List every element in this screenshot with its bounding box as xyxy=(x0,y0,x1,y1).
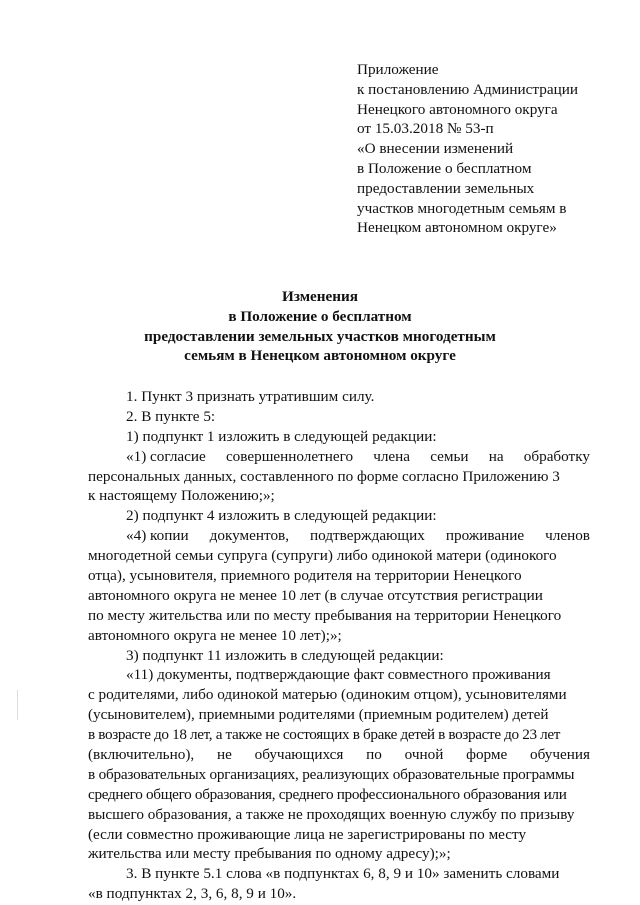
appendix-block xyxy=(357,60,627,238)
word: обучающихся xyxy=(254,746,344,764)
title-line: предоставлении земельных участков многодетным xyxy=(144,327,496,345)
word: по xyxy=(366,746,382,764)
appendix-line: от 15.03.2018 № 53-п xyxy=(357,120,494,138)
subitem-2-text-line xyxy=(88,526,590,546)
word: (включительно), xyxy=(88,746,195,764)
appendix-line: «О внесении изменений xyxy=(357,140,514,158)
word: документов, xyxy=(209,527,290,545)
subitem-3-text-line xyxy=(88,745,590,765)
subitem-2-text-line: автономного округа не менее 10 лет);»; xyxy=(88,626,342,644)
item-3-continuation: «в подпунктах 2, 3, 6, 8, 9 и 10». xyxy=(88,885,297,903)
appendix-line: к постановлению Администрации xyxy=(357,80,578,98)
word: совершеннолетнего xyxy=(225,447,354,465)
subitem-3-heading: 3) подпункт 11 изложить в следующей редакции: xyxy=(126,646,444,664)
document-title xyxy=(70,287,570,366)
word: членов xyxy=(545,527,590,545)
subitem-3-text-line: высшего образования, а также не проходящих военную службу по призыву xyxy=(88,805,575,823)
item-3: 3. В пункте 5.1 слова «в подпунктах 6, 8, 9 и 10» заменить словами xyxy=(126,865,560,883)
subitem-3-text-line: в возрасте до 18 лет, а также не состоящих в браке детей в возрасте до 23 лет xyxy=(88,726,561,744)
subitem-2-text-line: по месту жительства или по месту пребывания на территории Ненецкого xyxy=(88,606,562,624)
subitem-2-text-line: отца), усыновителя, приемного родителя на территории Ненецкого xyxy=(88,567,522,585)
subitem-3-text-line: «11) документы, подтверждающие факт совместного проживания xyxy=(126,666,551,684)
subitem-3-text-line: (если совместно проживающие лица не зарегистрированы по месту xyxy=(88,825,527,843)
title-line: Изменения xyxy=(282,288,358,305)
subitem-3-text-line: среднего общего образования, среднего профессионального образования или xyxy=(88,785,567,803)
word: на xyxy=(488,447,504,465)
word: очной xyxy=(404,746,444,764)
subitem-2-heading: 2) подпункт 4 изложить в следующей редакции: xyxy=(126,507,437,525)
word: форме xyxy=(466,746,508,764)
appendix-line: предоставлении земельных xyxy=(357,179,535,197)
word: семьи xyxy=(430,447,469,465)
word: обучения xyxy=(530,746,590,764)
word: «1) согласие xyxy=(126,447,206,465)
item-1: 1. Пункт 3 признать утратившим силу. xyxy=(126,388,375,405)
title-line: в Положение о бесплатном xyxy=(228,307,412,325)
subitem-2-text-line: многодетной семьи супруга (супруги) либо одинокой матери (одинокого xyxy=(88,547,557,565)
word: члена xyxy=(373,447,411,465)
subitem-1-text-line: персональных данных, составленного по форме согласно Приложению 3 xyxy=(88,467,560,485)
item-2: 2. В пункте 5: xyxy=(126,407,216,425)
word: «4) копии xyxy=(126,527,189,545)
subitem-1-text-line xyxy=(88,447,590,467)
subitem-3-text-line: в образовательных организациях, реализующих образовательные программы xyxy=(88,765,575,783)
scan-margin-mark xyxy=(17,690,18,720)
subitem-3-text-line: жительства или месту пребывания по одному адресу);»; xyxy=(88,845,451,863)
subitem-3-text-line: с родителями, либо одинокой матерью (одиноким отцом), усыновителями xyxy=(88,686,567,704)
title-line: семьям в Ненецком автономном округе xyxy=(184,347,456,365)
appendix-line: Ненецкого автономного округа xyxy=(357,100,558,118)
subitem-3-text-line: (усыновителем), приемными родителями (приемным родителем) детей xyxy=(88,706,549,724)
appendix-line: участков многодетным семьям в xyxy=(357,199,567,217)
word: проживание xyxy=(445,527,525,545)
appendix-line: в Положение о бесплатном xyxy=(357,159,532,177)
word: не xyxy=(216,746,232,764)
word: обработку xyxy=(523,447,590,465)
subitem-1-text-line: к настоящему Положению;»; xyxy=(88,487,275,505)
subitem-1-heading: 1) подпункт 1 изложить в следующей редакции: xyxy=(126,427,437,445)
appendix-line: Ненецком автономном округе» xyxy=(357,219,557,237)
word: подтверждающих xyxy=(310,527,425,545)
document-body xyxy=(88,387,590,904)
subitem-2-text-line: автономного округа не менее 10 лет (в случае отсутствия регистрации xyxy=(88,586,543,604)
appendix-line: Приложение xyxy=(357,61,439,78)
